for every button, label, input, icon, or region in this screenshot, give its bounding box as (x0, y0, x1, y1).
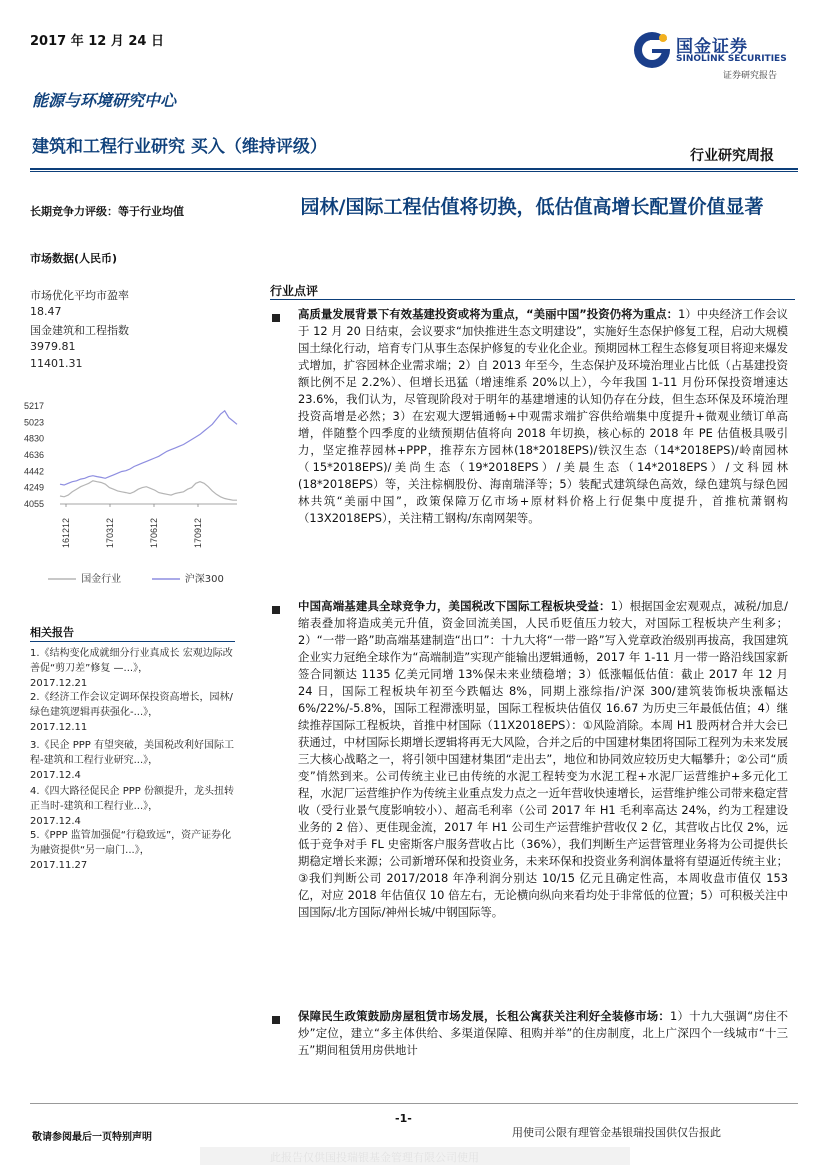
disclaimer-note: 敬请参阅最后一页特别声明 (32, 1132, 152, 1143)
paragraph-ecology (298, 306, 788, 527)
market-data-title: 市场数据(人民币) (30, 252, 118, 265)
watermark-text: 此报告仅供国投瑞银基金管理有限公司使用 (270, 1151, 479, 1164)
report-type: 行业研究周报 (690, 148, 774, 164)
paragraph-lead: 保障民生政策鼓励房屋租赁市场发展，长租公寓获关注利好全装修市场： (298, 1009, 670, 1023)
legend-swatch-icon (152, 574, 182, 584)
related-report-item[interactable] (30, 738, 240, 783)
related-report-text: 5.《PPP 监管加强促“行稳致远”，资产证券化为融资提供“另一扇门...》， (30, 830, 232, 856)
related-report-item[interactable] (30, 690, 240, 735)
related-reports-title: 相关报告 (30, 626, 74, 639)
research-center-name: 能源与环境研究中心 (32, 91, 177, 110)
x-tick-label: 170312 (105, 517, 115, 548)
report-title: 园林/国际工程估值将切换，低估值高增长配置价值显著 (300, 196, 764, 218)
market-line: 11401.31 (30, 357, 83, 370)
market-line: 市场优化平均市盈率 (30, 289, 129, 302)
x-tick-label: 161212 (61, 517, 71, 548)
usage-note: 用使司公限有理管金基银瑞投国供仅告报此 (512, 1126, 721, 1139)
paragraph-rental-housing (298, 1008, 788, 1059)
legend-swatch-icon (48, 574, 78, 584)
paragraph-body: 1）十九大强调“房住不炒”定位，建立“多主体供给、多渠道保障、租购并举”的住房制度，北上广深四个一线城市“十三五”期间租赁用房供地计 (298, 1009, 788, 1057)
y-tick-label: 4830 (24, 433, 45, 444)
market-line: 18.47 (30, 305, 62, 318)
related-report-text: 4.《四大路径促民企 PPP 份额提升，龙头扭转正当时-建筑和工程行业...》， (30, 786, 234, 812)
industry-rating-line: 建筑和工程行业研究 买入（维持评级） (32, 137, 327, 157)
related-report-item[interactable] (30, 784, 240, 829)
report-date: 2017 年 12 月 24 日 (30, 34, 164, 49)
y-tick-label: 5023 (24, 417, 45, 428)
y-tick-label: 4636 (24, 450, 45, 460)
header-divider (30, 168, 798, 170)
long-term-rating: 长期竞争力评级：等于行业均值 (30, 205, 184, 218)
related-report-item[interactable] (30, 646, 240, 691)
y-tick-label: 5217 (24, 401, 45, 411)
paragraph-body: 1）中央经济工作会议于 12 月 20 日结束，会议要求“加快推进生态文明建设”，实施好生态保护修复工程，启动大规模国土绿化行动，培育专门从事生态保护修复的专业化企业。预期园林工程生态修复项目将迎来爆发式增加，扩容园林企业需求端；2）自 2013 年至今，生态保护及环境治理业占比低（占基建投资额比例不足 2.2%）、但增长迅猛（增速维系 20%以上），今年我国 1-11 月份环保投资增速达 23.6%，我们认为，尽管现阶段对于明年的基建增速的认知仍存在分歧，但生态环保及环境治理投资高增是必然；3）在宏观大逻辑通畅+中观需求端扩容供给端集中度提升+微观业绩订单高增，伴随整个四季度的业绩预期估值将向 2018 年切换，核心标的 2018 年 PE 估值极具吸引力，坚定推荐园林+PPP，推荐东方园林(18*2018EPS)/铁汉生态（14*2018EPS)/岭南园林（15*2018EPS)/美尚生态（19*2018EPS）/美晨生态（14*2018EPS）/文科园林(18*2018EPS）等，关注棕榈股份、海南瑞泽等；5）装配式建筑绿色高效，绿色建筑与绿色园林共筑“美丽中国”，政策保障万亿市场+原材料价格上行促集中度提升，首推杭萧钢构（13X2018EPS），关注精工钢构/东南网架等。 (298, 307, 788, 525)
related-report-item[interactable] (30, 828, 240, 873)
x-tick-label: 170912 (193, 517, 203, 548)
legend-label: 沪深300 (184, 574, 224, 585)
index-line-chart (22, 392, 247, 592)
related-report-date: 2017.11.27 (30, 860, 88, 871)
related-report-text: 3.《民企 PPP 有望突破，美国税改利好国际工程-建筑和工程行业研究...》， (30, 740, 234, 766)
page-number: -1- (395, 1112, 412, 1125)
related-report-date: 2017.12.4 (30, 770, 81, 781)
related-report-text: 1.《结构变化成就细分行业真成长 宏观边际改善促“剪刀差”修复 —...》， (30, 648, 233, 674)
logo-subtitle: 证券研究报告 (723, 71, 778, 81)
y-tick-label: 4442 (24, 466, 45, 477)
market-line: 3979.81 (30, 340, 76, 353)
paragraph-lead: 高质量发展背景下有效基建投资或将为重点，“美丽中国”投资仍将为重点： (298, 307, 679, 321)
footer-divider (30, 1103, 798, 1104)
bullet-square-icon (272, 1016, 280, 1024)
section-divider (270, 299, 795, 300)
related-report-date: 2017.12.21 (30, 678, 88, 689)
market-line: 国金建筑和工程指数 (30, 324, 129, 337)
related-report-text: 2.《经济工作会议定调环保投资高增长，园林/绿色建筑逻辑再获强化-...》， (30, 692, 233, 718)
sinolink-logo-icon (632, 30, 672, 70)
logo-chinese-name: 国金证券 (676, 37, 748, 57)
related-divider (30, 641, 235, 642)
related-report-date: 2017.12.4 (30, 816, 81, 827)
paragraph-intl-engineering (298, 598, 788, 921)
section-heading: 行业点评 (270, 284, 319, 298)
series-line (60, 411, 237, 485)
y-tick-label: 4055 (24, 499, 45, 509)
related-report-date: 2017.12.11 (30, 722, 88, 733)
legend-label: 国金行业 (81, 574, 122, 585)
y-tick-label: 4249 (24, 482, 45, 493)
bullet-square-icon (272, 314, 280, 322)
chart-legend (48, 570, 224, 585)
header-divider-thin (30, 171, 798, 172)
bullet-square-icon (272, 606, 280, 614)
x-tick-label: 170612 (149, 517, 159, 548)
paragraph-lead: 中国高端基建具全球竞争力，美国税改下国际工程板块受益： (298, 599, 611, 613)
logo-english-name: SINOLINK SECURITIES (676, 54, 787, 64)
paragraph-body: 1）根据国金宏观观点，减税/加息/缩表叠加将造成美元升值，资金回流美国，人民币贬值压力较大，对国际工程板块产生利多；2）“一带一路”助高端基建制造“出口”：十九大将“一带一路”写入党章政治级别再拔高，我国建筑企业实力冠绝全球作为“高端制造”实现产能输出逻辑通畅，2017 年 1-11 月一带一路沿线国家新签合同额达 1135 亿美元同增 13%保未来业绩稳增；3）低涨幅低估值：截止 2017 年 12 月 24 日，国际工程板块年初至今跌幅达 8%，同期上涨综指/沪深 300/建筑装饰板块涨幅达 6%/22%/-5.8%，国际工程滞涨明显，国际工程板块估值仅 16.67 为历史三年最低估值；4）继续推荐国际工程板块，首推中材国际（11X2018EPS）：①风险消除。本周 H1 股两材合并大会已获通过，中材国际长期增长逻辑将再无大风险，合并之后的中国建材集团将国际工程列为未来发展三大核心战略之一，将引领中国建材集团“走出去”，地位和协同效应较历史大幅攀升；②公司“质变”悄然到来。公司传统主业已由传统的水泥工程转变为水泥工程+水泥厂运营维护+多元化工程，水泥厂运营维护作为传统主业重点发力点之一近年营收快速增长，运营维护维公司带来稳定营收（受行业景气度影响较小）、超高毛利率（公司 2017 年 H1 毛利率高达 24%，约为工程建设业务的 2 倍）、更佳现金流，2017 年 H1 公司生产运营维护营收仅 2 亿，其营收占比仅 2%，远低于竞争对手 FL 史密斯客户服务营收占比（36%），我们判断生产运营管理业务将为公司提供长期稳定增长来源；公司新增环保和投资业务，未来环保和投资业务利润体量将有望逼近传统主业；③我们判断公司 2017/2018 年净利润分别达 10/15 亿元且确定性高，本周收盘市值仅 153 亿，对应 2018 年估值仅 10 倍左右，无论横向纵向来看均处于非常低的位置；5）可积极关注中国国际/北方国际/神州长城/中钢国际等。 (298, 599, 788, 919)
series-line (60, 481, 237, 500)
